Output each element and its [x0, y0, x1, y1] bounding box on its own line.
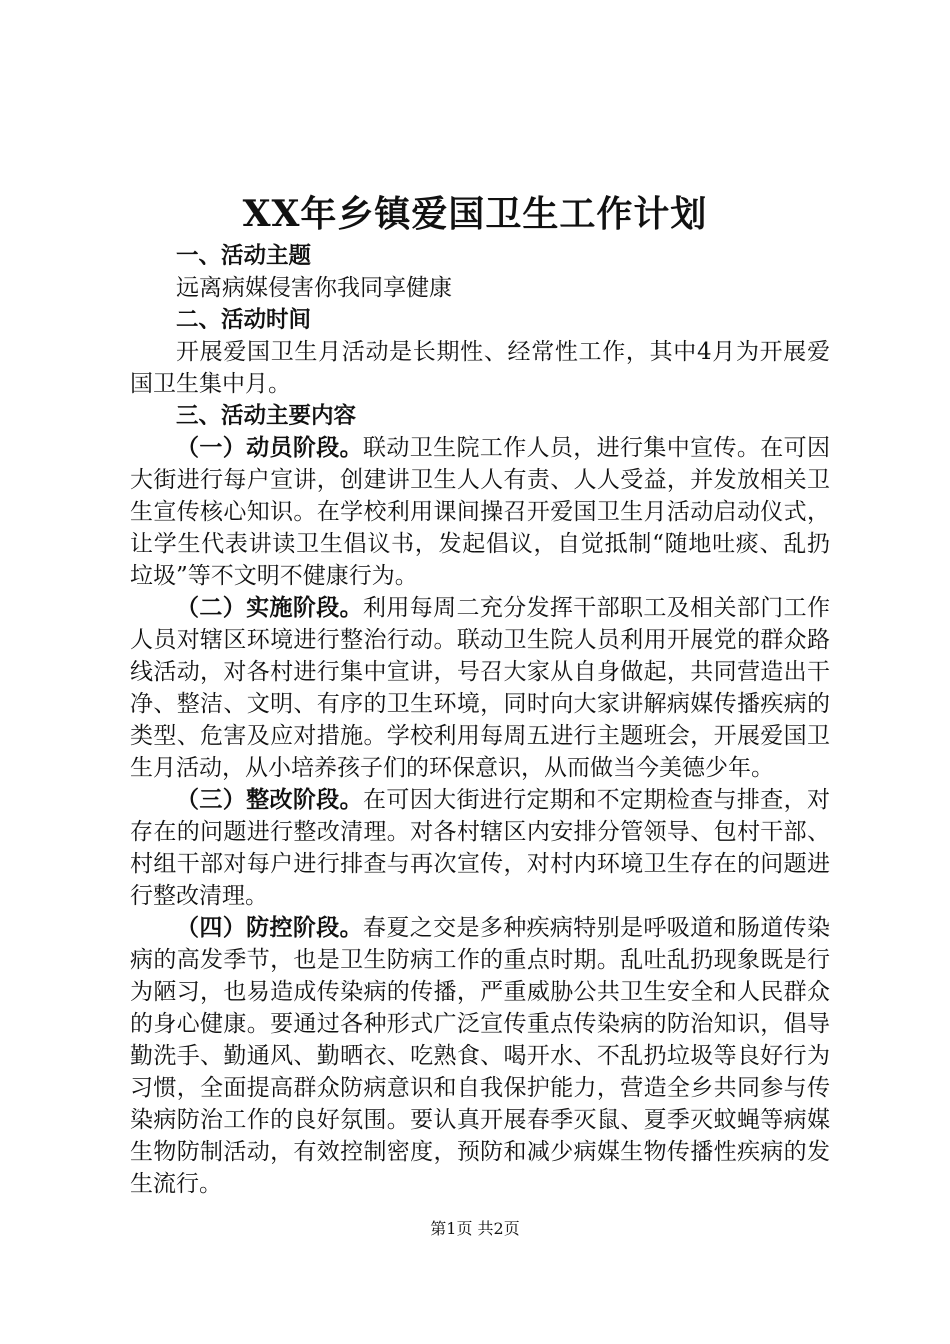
- stage-paragraph-prevention: [130, 912, 830, 1200]
- stage-lead: （二）实施阶段。: [176, 595, 363, 621]
- section-body-time: 开展爱国卫生月活动是长期性、经常性工作，其中4月为开展爱国卫生集中月。: [130, 339, 830, 397]
- stage-text: 在可因大街进行定期和不定期检查与排查，对存在的问题进行整改清理。对各村辖区内安排分管领导、包村干部、村组干部对每户进行排查与再次宣传，对村内环境卫生存在的问题进行整改清理。: [130, 787, 831, 909]
- stage-lead: （一）动员阶段。: [176, 435, 363, 461]
- stage-paragraph-rectification: [130, 784, 830, 912]
- stage-text: 联动卫生院工作人员，进行集中宣传。在可因大街进行每户宣讲，创建讲卫生人人有责、人人受益，并发放相关卫生宣传核心知识。在学校利用课间操召开爱国卫生月活动启动仪式，让学生代表讲读卫生倡议书，发起倡议，自觉抵制“随地吐痰、乱扔垃圾”等不文明不健康行为。: [130, 435, 831, 589]
- section-heading-content: 三、活动主要内容: [176, 403, 357, 429]
- page-number-footer: 第1页 共2页: [430, 1219, 520, 1238]
- section-body-theme: 远离病媒侵害你我同享健康: [176, 275, 452, 301]
- document-title: XX年乡镇爱国卫生工作计划: [242, 193, 708, 235]
- stage-paragraph-mobilization: [130, 432, 830, 592]
- section-heading-theme: 一、活动主题: [176, 243, 312, 269]
- stage-text: 利用每周二充分发挥干部职工及相关部门工作人员对辖区环境进行整治行动。联动卫生院人员利用开展党的群众路线活动，对各村进行集中宣讲，号召大家从自身做起，共同营造出干净、整洁、文明、有序的卫生环境，同时向大家讲解病媒传播疾病的类型、危害及应对措施。学校利用每周五进行主题班会，开展爱国卫生月活动，从小培养孩子们的环保意识，从而做当今美德少年。: [130, 595, 831, 781]
- stage-paragraph-implementation: [130, 592, 830, 784]
- stage-lead: （三）整改阶段。: [176, 787, 363, 813]
- section-heading-time: 二、活动时间: [176, 307, 312, 333]
- stage-lead: （四）防控阶段。: [176, 915, 363, 941]
- document-body: [130, 240, 830, 1200]
- stage-text: 春夏之交是多种疾病特别是呼吸道和肠道传染病的高发季节，也是卫生防病工作的重点时期。乱吐乱扔现象既是行为陋习，也易造成传染病的传播，严重威胁公共卫生安全和人民群众的身心健康。要通过各种形式广泛宣传重点传染病的防治知识，倡导勤洗手、勤通风、勤晒衣、吃熟食、喝开水、不乱扔垃圾等良好行为习惯，全面提高群众防病意识和自我保护能力，营造全乡共同参与传染病防治工作的良好氛围。要认真开展春季灭鼠、夏季灭蚊蝇等病媒生物防制活动，有效控制密度，预防和减少病媒生物传播性疾病的发生流行。: [130, 915, 831, 1197]
